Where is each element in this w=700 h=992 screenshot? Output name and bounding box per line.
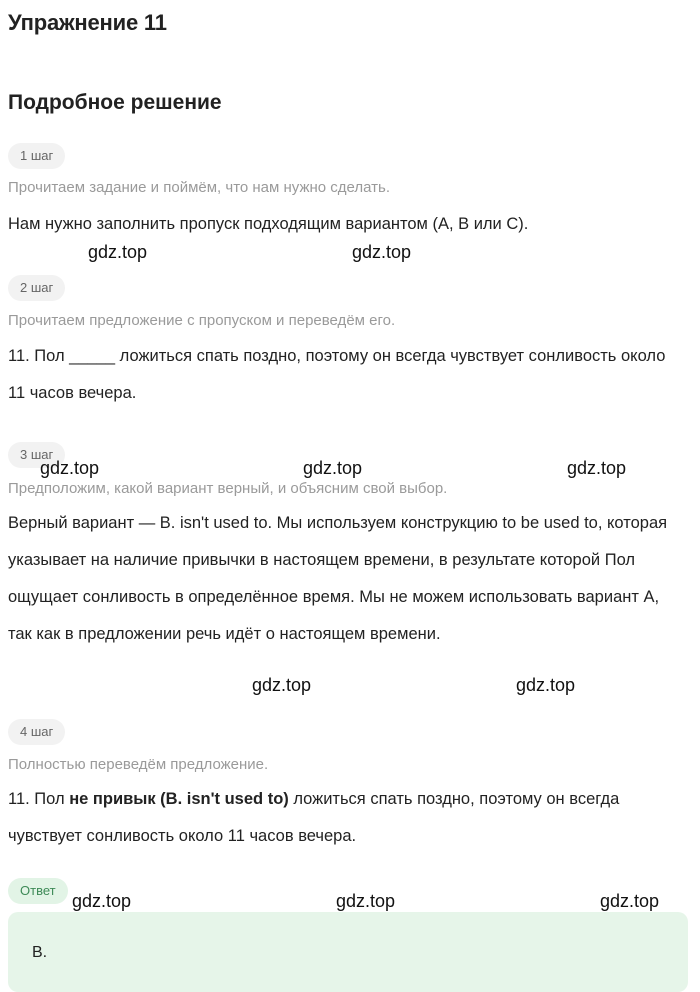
step-4-hint: Полностью переведём предложение. [8, 756, 269, 773]
step-2-badge: 2 шаг [8, 275, 65, 301]
watermark: gdz.top [600, 891, 660, 911]
step-4-text-bold: не привык (B. isn't used to) [69, 790, 289, 808]
step-3-hint: Предположим, какой вариант верный, и объясним свой выбор. [8, 480, 448, 497]
step-2-hint: Прочитаем предложение с пропуском и переведём его. [8, 312, 396, 329]
step-1-badge: 1 шаг [8, 143, 65, 169]
section-title: Подробное решение [8, 91, 222, 114]
watermark: gdz.top [516, 675, 576, 695]
watermark: gdz.top [352, 242, 412, 262]
answer-text: B. [32, 944, 48, 961]
watermark: gdz.top [252, 675, 312, 695]
watermark: gdz.top [40, 458, 100, 478]
watermark: gdz.top [303, 458, 363, 478]
watermark: gdz.top [72, 891, 132, 911]
step-4-text-before: 11. Пол [8, 790, 70, 808]
watermark: gdz.top [88, 242, 148, 262]
step-1-hint: Прочитаем задание и поймём, что нам нужно сделать. [8, 179, 391, 196]
step-4-badge: 4 шаг [8, 719, 65, 745]
answer-box [8, 912, 688, 992]
page-title: Упражнение 11 [8, 10, 167, 35]
step-3-badge: 3 шаг [8, 442, 65, 468]
step-1-text: Нам нужно заполнить пропуск подходящим вариантом (A, B или C). [8, 215, 529, 233]
answer-badge: Ответ [8, 878, 68, 904]
watermark: gdz.top [567, 458, 627, 478]
watermark: gdz.top [336, 891, 396, 911]
step-2-text: 11. Пол _____ ложиться спать поздно, поэтому он всегда чувствует сонливость около 11 часов вечера. [8, 347, 666, 402]
step-4-text-after: ложиться спать поздно, поэтому он всегда чувствует сонливость около 11 часов вечера. [8, 790, 620, 845]
step-4-text [8, 781, 680, 855]
step-3-text: Верный вариант — B. isn't used to. Мы используем конструкцию to be used to, которая указывает на наличие привычки в настоящем времени, в результате которой Пол ощущает сонливость в определённое время. Мы не можем использовать вариант A, так как в предложении речь идёт о настоящем времени. [8, 514, 668, 643]
